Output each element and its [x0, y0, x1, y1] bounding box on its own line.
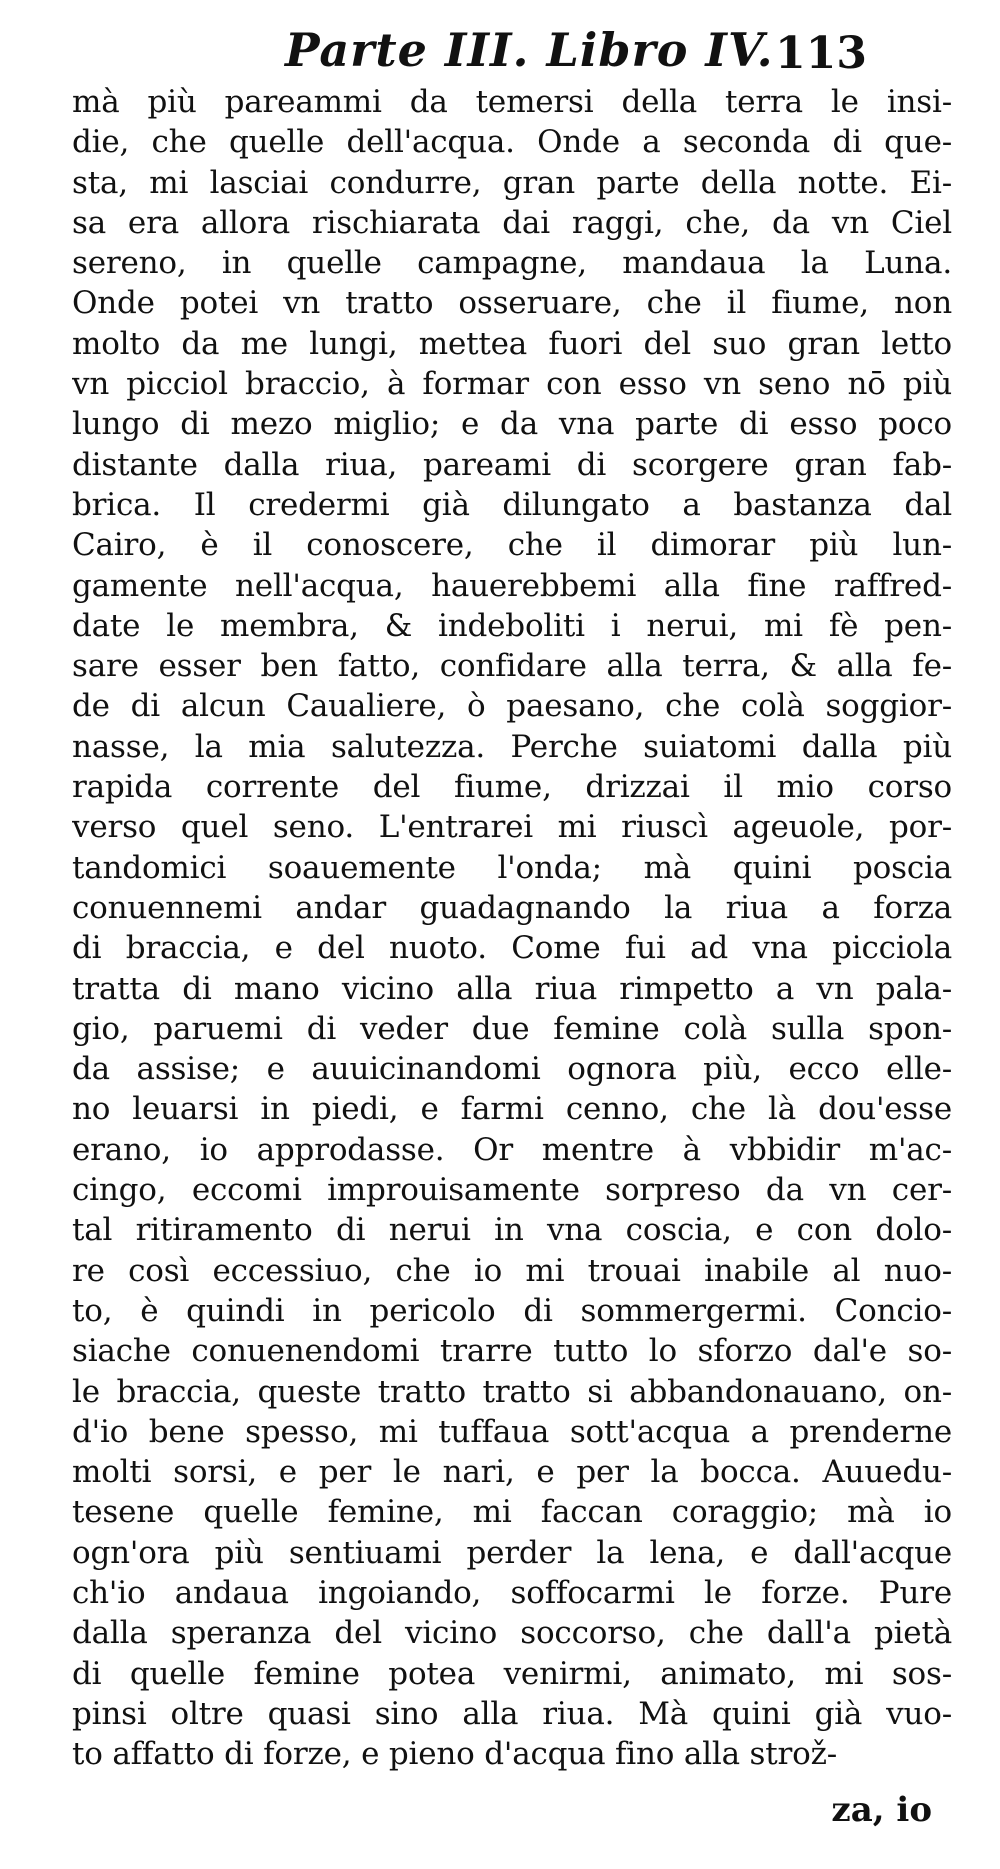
text-line: tratta di mano vicino alla riua rimpetto a vn pala-: [72, 970, 952, 1007]
page-header: [285, 20, 905, 80]
text-line: pinsi oltre quasi sino alla riua. Mà quini già vuo-: [72, 1695, 952, 1732]
running-head: Parte III. Libro IV.: [285, 23, 774, 77]
text-line: no leuarsi in piedi, e farmi cenno, che là dou'esse: [72, 1091, 952, 1128]
text-line: gamente nell'acqua, hauerebbemi alla fine raffred-: [72, 567, 952, 604]
text-line: siache conuenendomi trarre tutto lo sforzo dal'e so-: [72, 1333, 952, 1370]
text-line: sa era allora rischiarata dai raggi, che, da vn Ciel: [72, 204, 952, 241]
text-line: distante dalla riua, pareami di scorgere gran fab-: [72, 446, 952, 483]
text-line: de di alcun Caualiere, ò paesano, che colà soggior-: [72, 688, 952, 725]
body-text: [72, 82, 952, 1774]
text-line: dalla speranza del vicino soccorso, che dall'a pietà: [72, 1615, 952, 1652]
text-line: tal ritiramento di nerui in vna coscia, e con dolo-: [72, 1212, 952, 1249]
text-line: to affatto di forze, e pieno d'acqua fino alla strož-: [72, 1736, 837, 1773]
text-line: di quelle femine potea venirmi, animato, mi sos-: [72, 1655, 952, 1692]
text-line: molti sorsi, e per le nari, e per la bocca. Auuedu-: [72, 1454, 952, 1491]
page-number: 113: [775, 28, 867, 79]
text-line: date le membra, & indeboliti i nerui, mi fè pen-: [72, 607, 952, 644]
text-line: sare esser ben fatto, confidare alla terra, & alla fe-: [72, 648, 952, 685]
text-line: lungo di mezo miglio; e da vna parte di esso poco: [72, 406, 952, 443]
text-line: le braccia, queste tratto tratto si abbandonauano, on-: [72, 1373, 952, 1410]
text-line: verso quel seno. L'entrarei mi riuscì ageuole, por-: [72, 809, 952, 846]
text-line: sta, mi lasciai condurre, gran parte della notte. Ei-: [72, 164, 952, 201]
text-line: Onde potei vn tratto osseruare, che il fiume, non: [72, 285, 952, 322]
text-line: erano, io approdasse. Or mentre à vbbidir m'ac-: [72, 1131, 952, 1168]
text-line: rapida corrente del fiume, drizzai il mio corso: [72, 769, 952, 806]
text-line: vn picciol braccio, à formar con esso vn seno nō più: [72, 366, 952, 403]
text-line: brica. Il credermi già dilungato a bastanza dal: [72, 486, 952, 523]
text-line: molto da me lungi, mettea fuori del suo gran letto: [72, 325, 952, 362]
text-line: sereno, in quelle campagne, mandaua la Luna.: [72, 245, 952, 282]
text-line: ch'io andaua ingoiando, soffocarmi le forze. Pure: [72, 1574, 952, 1611]
text-line: gio, paruemi di veder due femine colà sulla spon-: [72, 1010, 952, 1047]
text-line: to, è quindi in pericolo di sommergermi. Concio-: [72, 1292, 952, 1329]
text-line: die, che quelle dell'acqua. Onde a seconda di que-: [72, 124, 952, 161]
text-line: mà più pareammi da temersi della terra le insi-: [72, 84, 952, 120]
text-line: conuennemi andar guadagnando la riua a forza: [72, 889, 952, 926]
text-line: nasse, la mia salutezza. Perche suiatomi dalla più: [72, 728, 952, 765]
catchword: za, io: [831, 1790, 932, 1830]
text-line: ogn'ora più sentiuami perder la lena, e dall'acque: [72, 1534, 952, 1571]
text-line: tesene quelle femine, mi faccan coraggio; mà io: [72, 1494, 952, 1531]
text-line: re così eccessiuo, che io mi trouai inabile al nuo-: [72, 1252, 952, 1289]
text-line: Cairo, è il conoscere, che il dimorar più lun-: [72, 527, 952, 564]
text-line: d'io bene spesso, mi tuffaua sott'acqua a prenderne: [72, 1413, 952, 1450]
text-line: tandomici soauemente l'onda; mà quini poscia: [72, 849, 952, 886]
text-line: da assise; e auuicinandomi ognora più, ecco elle-: [72, 1051, 952, 1088]
text-line: cingo, eccomi improuisamente sorpreso da vn cer-: [72, 1172, 952, 1209]
text-line: di braccia, e del nuoto. Come fui ad vna picciola: [72, 930, 952, 967]
